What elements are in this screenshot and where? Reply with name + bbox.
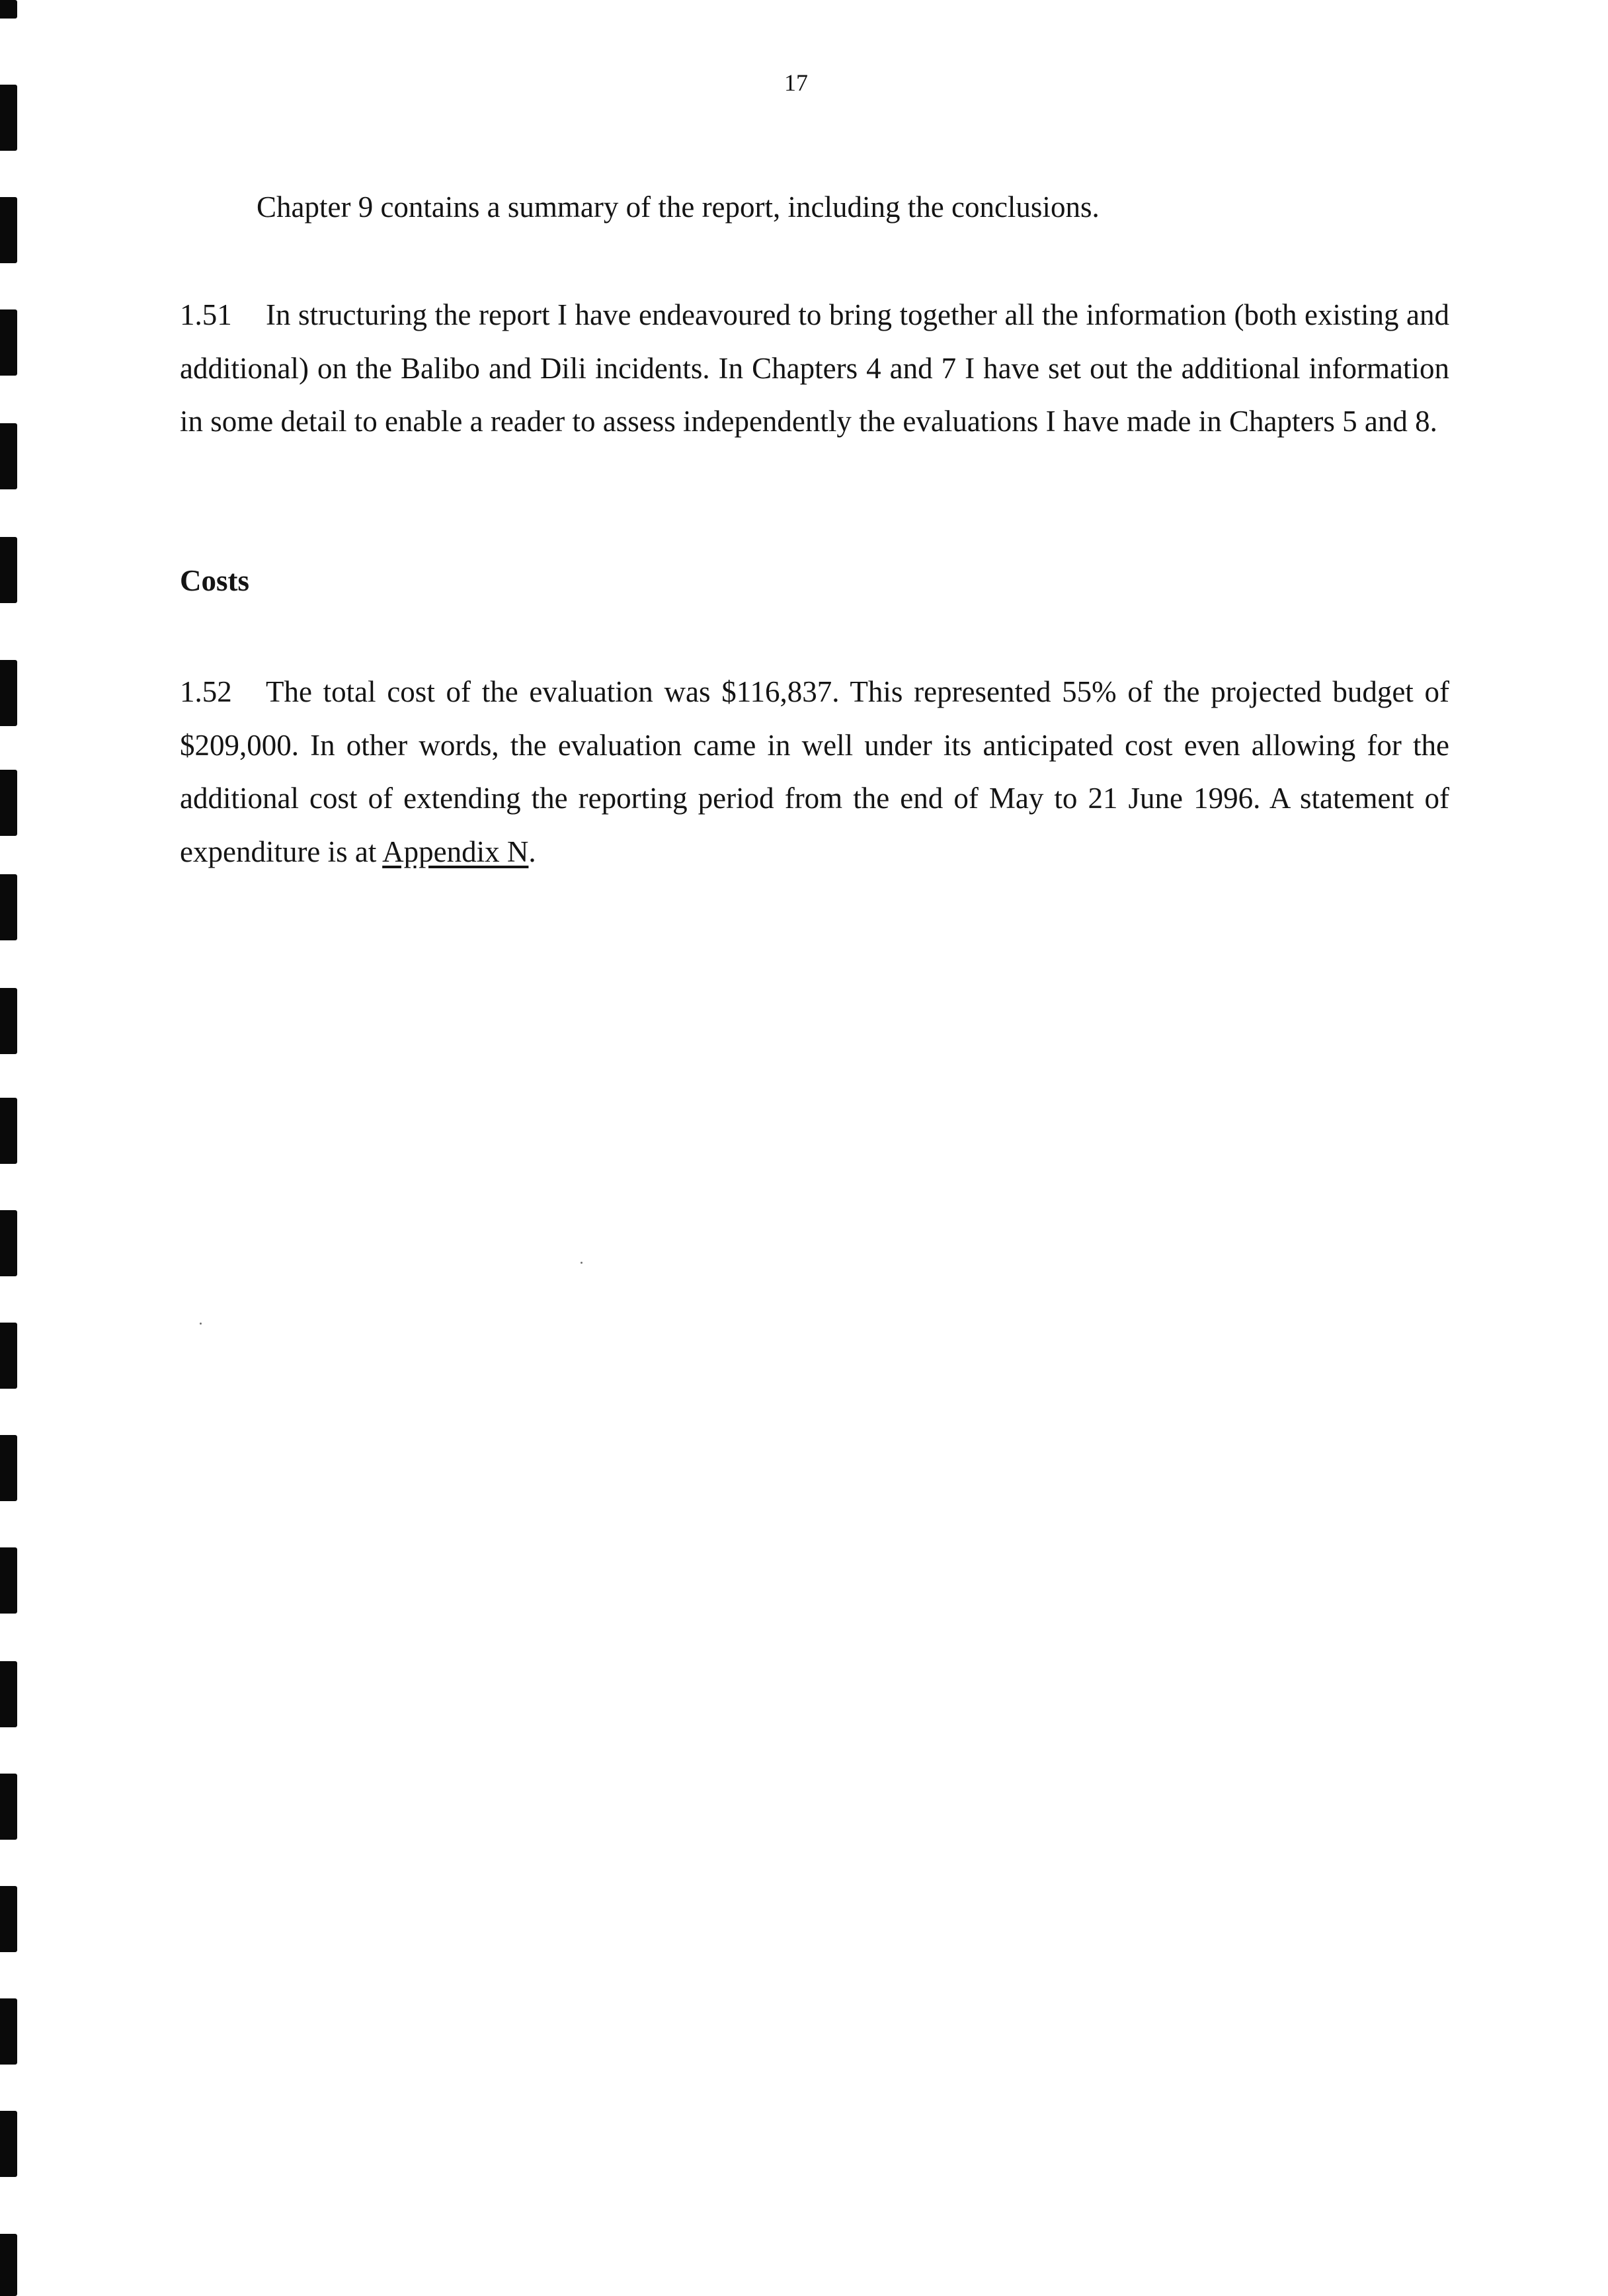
binding-mark	[0, 874, 17, 940]
binding-mark	[0, 309, 17, 376]
binding-mark	[0, 1886, 17, 1952]
binding-mark	[0, 2111, 17, 2177]
binding-mark	[0, 0, 17, 19]
scan-speck	[581, 1262, 583, 1264]
binding-mark	[0, 1098, 17, 1164]
binding-mark	[0, 1774, 17, 1840]
binding-mark	[0, 660, 17, 726]
page-number: 17	[784, 69, 808, 96]
binding-mark	[0, 988, 17, 1054]
binding-mark	[0, 1547, 17, 1614]
binding-mark	[0, 197, 17, 263]
binding-mark	[0, 1435, 17, 1501]
paragraph-end: .	[528, 835, 536, 868]
binding-mark	[0, 85, 17, 151]
binding-mark	[0, 1210, 17, 1276]
paragraph-1-52	[180, 665, 1449, 878]
binding-marks	[0, 0, 26, 2296]
paragraph-text: The total cost of the evaluation was $116,837. This represented 55% of the projected budget of $209,000. In other words, the evaluation came in well under its anticipated cost even allowing for the additional cost of extending the reporting period from the end of May to 21 June 1996. A statement of expenditure is at	[180, 675, 1449, 868]
scan-speck	[200, 1323, 202, 1325]
paragraph-text: In structuring the report I have endeavoured to bring together all the information (both existing and additional) on the Balibo and Dili incidents. In Chapters 4 and 7 I have set out the additional information in some detail to enable a reader to assess independently the evaluations I have made in Chapters 5 and 8.	[180, 298, 1449, 438]
section-heading-costs: Costs	[180, 564, 250, 597]
appendix-n-link[interactable]: Appendix N	[382, 835, 529, 868]
paragraph-number: 1.51	[180, 298, 232, 331]
binding-mark	[0, 1323, 17, 1389]
binding-mark	[0, 537, 17, 603]
binding-mark	[0, 1661, 17, 1727]
binding-mark	[0, 423, 17, 489]
binding-mark	[0, 2234, 17, 2296]
paragraph-1-51	[180, 288, 1449, 448]
paragraph-number: 1.52	[180, 675, 232, 708]
binding-mark	[0, 770, 17, 836]
binding-mark	[0, 1998, 17, 2065]
chapter-summary-line: Chapter 9 contains a summary of the report, including the conclusions.	[257, 190, 1100, 224]
